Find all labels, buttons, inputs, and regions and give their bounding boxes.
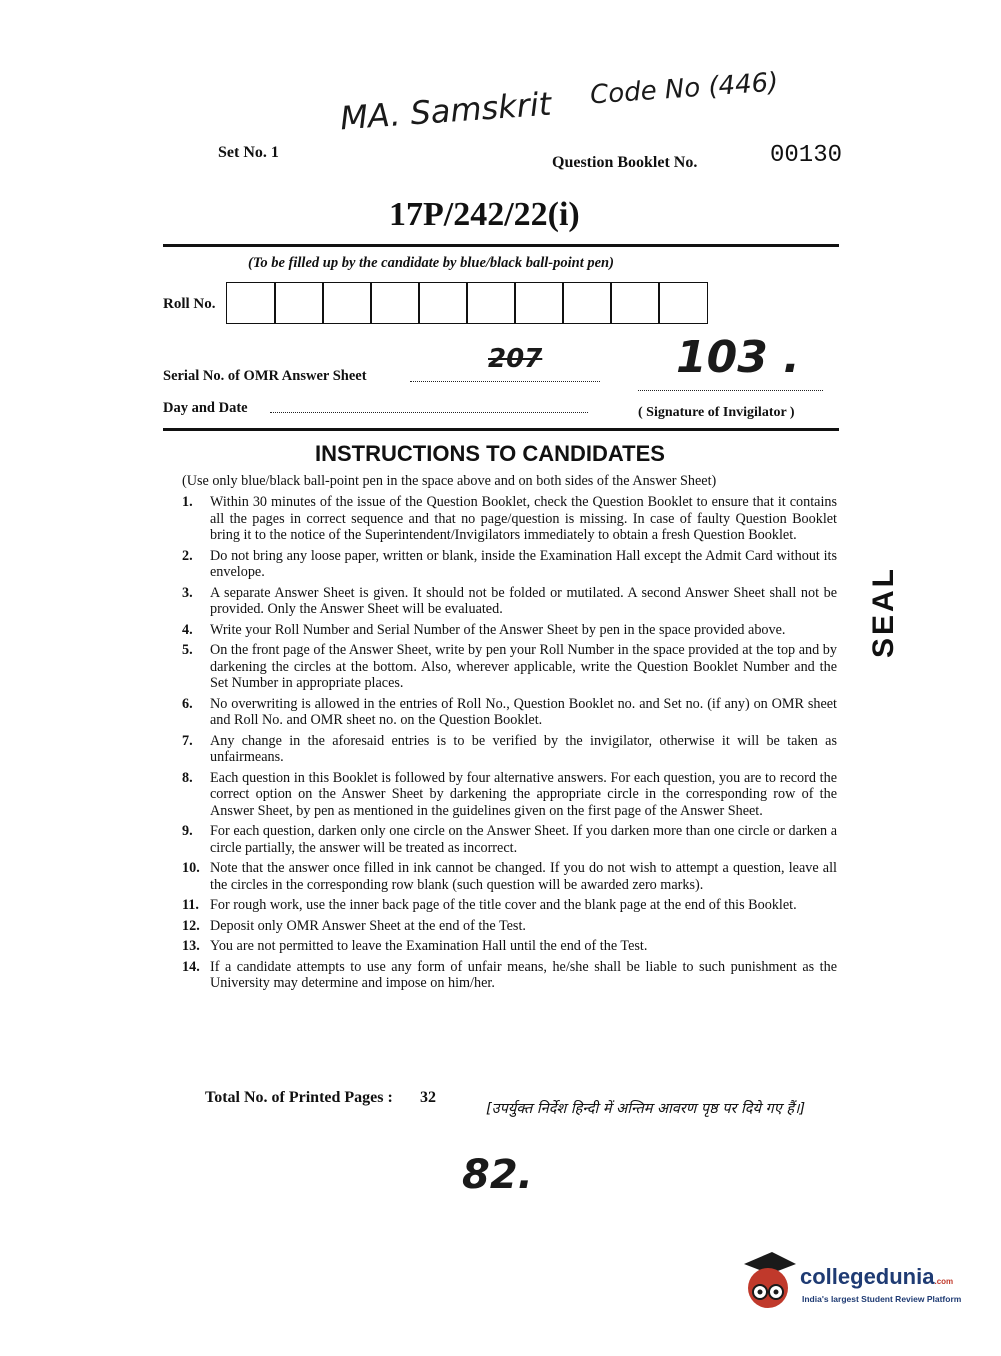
- instruction-item: [182, 622, 837, 639]
- serial-handwritten-value: 207: [488, 344, 543, 374]
- instruction-number: 12.: [182, 917, 200, 934]
- instruction-item: [182, 548, 837, 581]
- instruction-item: [182, 642, 837, 692]
- instruction-number: 13.: [182, 938, 200, 954]
- instruction-text: For rough work, use the inner back page of the title cover and the blank page at the end of this Booklet.: [210, 897, 797, 913]
- instruction-text: On the front page of the Answer Sheet, write by pen your Roll Number in the space provided at the top and by darkening the circles at the bottom. Also, wherever applicable, write the Question Booklet Number and the Set Number in appropriate places.: [210, 642, 837, 691]
- instruction-item: [182, 696, 837, 729]
- instruction-number: 7.: [182, 732, 193, 749]
- date-label: Day and Date: [163, 400, 248, 416]
- instruction-text: Note that the answer once filled in ink cannot be changed. If you do not wish to attempt a question, leave all the circles in the corresponding row blank (such question will be awarded zero marks).: [210, 860, 837, 893]
- instruction-item: [182, 585, 837, 618]
- mid-rule: [163, 428, 839, 431]
- top-rule: [163, 244, 839, 247]
- instruction-text: For each question, darken only one circle on the Answer Sheet. If you darken more than one circle or darken a circle partially, the answer will be treated as incorrect.: [210, 823, 837, 856]
- instruction-item: [182, 959, 837, 992]
- paper-code: 17P/242/22(i): [389, 196, 580, 233]
- instruction-text: Any change in the aforesaid entries is to be verified by the invigilator, otherwise it will be taken as unfairmeans.: [210, 732, 837, 765]
- instruction-item: [182, 938, 837, 955]
- invigilator-mark: 103 .: [676, 332, 800, 383]
- instruction-number: 1.: [182, 494, 193, 510]
- handwritten-subject: MA. Samskrit: [338, 84, 553, 138]
- page-count-mark: 82.: [462, 1152, 533, 1198]
- instructions-list: [182, 494, 837, 996]
- instruction-item: [182, 770, 837, 820]
- instruction-number: 14.: [182, 958, 200, 975]
- instruction-item: [182, 733, 837, 766]
- seal-label: SEAL: [867, 565, 901, 659]
- fill-note: (To be filled up by the candidate by blue/black ball-point pen): [248, 255, 614, 271]
- instructions-title: INSTRUCTIONS TO CANDIDATES: [315, 441, 665, 466]
- instruction-text: Deposit only OMR Answer Sheet at the end of the Test.: [210, 917, 526, 934]
- instruction-number: 10.: [182, 860, 200, 876]
- brand-tagline: India's largest Student Review Platform: [802, 1294, 962, 1304]
- signature-line[interactable]: [638, 378, 823, 391]
- brand-suffix: .com: [934, 1277, 954, 1286]
- instruction-number: 11.: [182, 897, 199, 913]
- instruction-text: Within 30 minutes of the issue of the Question Booklet, check the Question Booklet to ensure that it contains all the pages in correct sequence and that no page/question is missing. In case of faulty Question Booklet bring it to the notice of the Superintendent/Invigilators immediately to obtain a fresh Question Booklet.: [210, 494, 837, 543]
- total-pages-value: 32: [420, 1089, 436, 1106]
- total-pages-label: Total No. of Printed Pages :: [205, 1089, 393, 1106]
- instruction-text: A separate Answer Sheet is given. It should not be folded or mutilated. A second Answer Sheet shall not be provided. Only the Answer Sheet will be evaluated.: [210, 584, 837, 617]
- signature-label: ( Signature of Invigilator ): [638, 405, 795, 420]
- instruction-number: 4.: [182, 621, 193, 638]
- instruction-number: 5.: [182, 642, 193, 658]
- date-field[interactable]: [270, 400, 588, 413]
- brand-name: collegedunia.com: [800, 1264, 954, 1289]
- set-number: Set No. 1: [218, 144, 279, 161]
- instruction-number: 2.: [182, 547, 193, 564]
- instructions-intro: (Use only blue/black ball-point pen in the space above and on both sides of the Answer Sheet): [182, 473, 717, 489]
- instruction-number: 9.: [182, 823, 193, 839]
- collegedunia-watermark: [738, 1250, 978, 1320]
- instruction-text: If a candidate attempts to use any form of unfair means, he/she shall be liable to such punishment as the University may determine and impose on him/her.: [210, 958, 837, 991]
- instruction-item: [182, 897, 837, 914]
- instruction-item: [182, 918, 837, 935]
- booklet-label: Question Booklet No.: [552, 154, 698, 171]
- instruction-item: [182, 823, 837, 856]
- instruction-item: [182, 494, 837, 544]
- instruction-text: Each question in this Booklet is followed by four alternative answers. For each question, you are to record the correct option on the Answer Sheet by darkening the appropriate circle in the corresponding row of the Answer Sheet, by pen as mentioned in the guidelines given on the first page of the Answer Sheet.: [210, 769, 837, 819]
- instruction-number: 8.: [182, 769, 193, 786]
- roll-number-boxes[interactable]: [228, 282, 708, 324]
- instruction-text: No overwriting is allowed in the entries of Roll No., Question Booklet no. and Set no. (if any) on OMR sheet and Roll No. and OMR sheet no. on the Question Booklet.: [210, 695, 837, 728]
- roll-label: Roll No.: [163, 296, 216, 312]
- instruction-number: 6.: [182, 695, 193, 712]
- mascot-icon: [738, 1250, 798, 1312]
- handwritten-code: Code No (446): [589, 67, 780, 111]
- hindi-note: [उपर्युक्त निर्देश हिन्दी में अन्तिम आवरण पृष्ठ पर दिये गए हैं।]: [486, 1101, 806, 1117]
- instruction-text: Write your Roll Number and Serial Number of the Answer Sheet by pen in the space provided above.: [210, 621, 786, 638]
- instruction-number: 3.: [182, 584, 193, 601]
- instruction-item: [182, 860, 837, 893]
- serial-label: Serial No. of OMR Answer Sheet: [163, 368, 367, 384]
- instruction-text: Do not bring any loose paper, written or blank, inside the Examination Hall except the Admit Card without its envelope.: [210, 547, 837, 580]
- booklet-number: 00130: [770, 142, 843, 169]
- instruction-text: You are not permitted to leave the Examination Hall until the end of the Test.: [210, 938, 648, 954]
